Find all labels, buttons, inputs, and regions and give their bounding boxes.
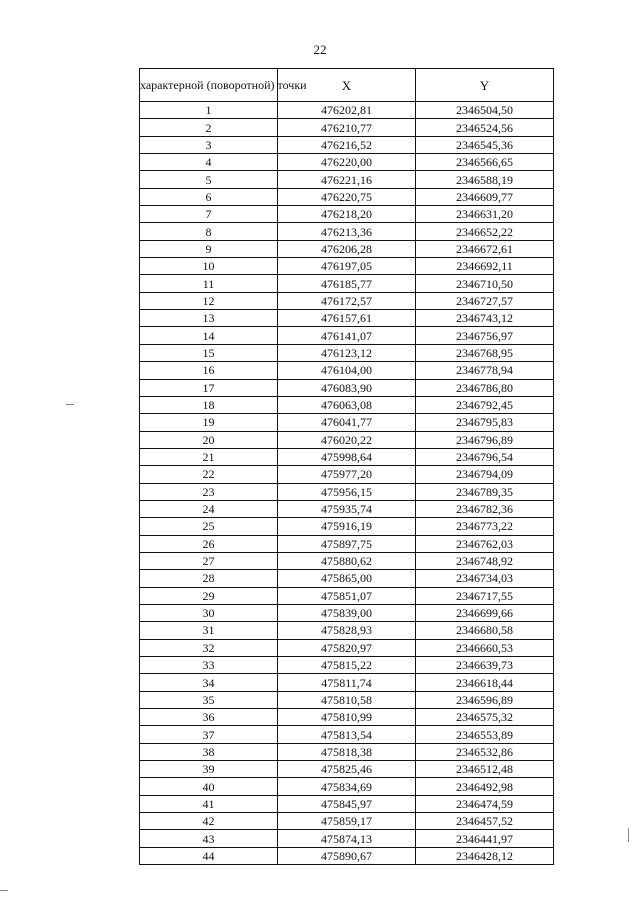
y-coordinate-cell: 2346795,83 xyxy=(416,414,554,431)
table-row xyxy=(140,761,554,778)
y-coordinate-cell: 2346566,65 xyxy=(416,154,554,171)
table-row xyxy=(140,240,554,257)
point-number-cell: 16 xyxy=(140,362,278,379)
x-coordinate-cell: 475834,69 xyxy=(278,778,416,795)
x-coordinate-cell: 475977,20 xyxy=(278,466,416,483)
y-coordinate-cell: 2346618,44 xyxy=(416,674,554,691)
y-coordinate-cell: 2346474,59 xyxy=(416,795,554,812)
table-row xyxy=(140,847,554,864)
x-coordinate-cell: 475874,13 xyxy=(278,830,416,847)
scan-mark-right xyxy=(628,828,629,842)
x-coordinate-cell: 475813,54 xyxy=(278,726,416,743)
y-coordinate-cell: 2346532,86 xyxy=(416,743,554,760)
y-coordinate-cell: 2346680,58 xyxy=(416,622,554,639)
y-coordinate-cell: 2346699,66 xyxy=(416,604,554,621)
table-row xyxy=(140,778,554,795)
point-number-cell: 20 xyxy=(140,431,278,448)
x-coordinate-cell: 476157,61 xyxy=(278,310,416,327)
table-row xyxy=(140,223,554,240)
point-number-cell: 25 xyxy=(140,518,278,535)
point-number-cell: 34 xyxy=(140,674,278,691)
point-number-cell: 35 xyxy=(140,691,278,708)
x-coordinate-cell: 475815,22 xyxy=(278,657,416,674)
table-row xyxy=(140,448,554,465)
y-coordinate-cell: 2346748,92 xyxy=(416,552,554,569)
point-number-cell: 33 xyxy=(140,657,278,674)
y-coordinate-cell: 2346727,57 xyxy=(416,292,554,309)
point-number-cell: 18 xyxy=(140,396,278,413)
table-header-row xyxy=(140,69,554,102)
point-number-cell: 23 xyxy=(140,483,278,500)
table-row xyxy=(140,292,554,309)
x-coordinate-cell: 475956,15 xyxy=(278,483,416,500)
table-row xyxy=(140,830,554,847)
point-number-cell: 13 xyxy=(140,310,278,327)
y-coordinate-cell: 2346773,22 xyxy=(416,518,554,535)
y-coordinate-cell: 2346762,03 xyxy=(416,535,554,552)
y-coordinate-cell: 2346734,03 xyxy=(416,570,554,587)
x-coordinate-cell: 476123,12 xyxy=(278,344,416,361)
y-coordinate-cell: 2346710,50 xyxy=(416,275,554,292)
y-coordinate-cell: 2346609,77 xyxy=(416,188,554,205)
x-coordinate-cell: 476083,90 xyxy=(278,379,416,396)
table-row xyxy=(140,552,554,569)
y-coordinate-cell: 2346545,36 xyxy=(416,136,554,153)
x-coordinate-cell: 475845,97 xyxy=(278,795,416,812)
point-number-cell: 44 xyxy=(140,847,278,864)
table-header xyxy=(140,69,554,102)
point-number-cell: 8 xyxy=(140,223,278,240)
table-row xyxy=(140,813,554,830)
x-coordinate-cell: 475880,62 xyxy=(278,552,416,569)
point-number-cell: 10 xyxy=(140,258,278,275)
table-row xyxy=(140,691,554,708)
x-coordinate-cell: 476202,81 xyxy=(278,102,416,119)
x-coordinate-cell: 475859,17 xyxy=(278,813,416,830)
y-coordinate-cell: 2346778,94 xyxy=(416,362,554,379)
x-coordinate-cell: 476141,07 xyxy=(278,327,416,344)
y-coordinate-cell: 2346768,95 xyxy=(416,344,554,361)
table-row xyxy=(140,119,554,136)
scan-mark-bottom-left xyxy=(0,890,8,891)
point-number-cell: 3 xyxy=(140,136,278,153)
table-row xyxy=(140,639,554,656)
y-coordinate-cell: 2346672,61 xyxy=(416,240,554,257)
x-coordinate-cell: 476221,16 xyxy=(278,171,416,188)
point-number-cell: 17 xyxy=(140,379,278,396)
y-coordinate-cell: 2346492,98 xyxy=(416,778,554,795)
table-row xyxy=(140,171,554,188)
table-row xyxy=(140,275,554,292)
table-row xyxy=(140,414,554,431)
y-coordinate-cell: 2346553,89 xyxy=(416,726,554,743)
y-coordinate-cell: 2346457,52 xyxy=(416,813,554,830)
point-number-cell: 24 xyxy=(140,500,278,517)
coordinates-table xyxy=(139,68,554,865)
point-number-cell: 22 xyxy=(140,466,278,483)
point-number-cell: 32 xyxy=(140,639,278,656)
header-x: X xyxy=(278,69,416,102)
table-row xyxy=(140,379,554,396)
x-coordinate-cell: 475818,38 xyxy=(278,743,416,760)
y-coordinate-cell: 2346512,48 xyxy=(416,761,554,778)
point-number-cell: 14 xyxy=(140,327,278,344)
x-coordinate-cell: 475890,67 xyxy=(278,847,416,864)
x-coordinate-cell: 475820,97 xyxy=(278,639,416,656)
y-coordinate-cell: 2346692,11 xyxy=(416,258,554,275)
table-row xyxy=(140,795,554,812)
point-number-cell: 21 xyxy=(140,448,278,465)
point-number-cell: 28 xyxy=(140,570,278,587)
x-coordinate-cell: 476041,77 xyxy=(278,414,416,431)
x-coordinate-cell: 475811,74 xyxy=(278,674,416,691)
y-coordinate-cell: 2346786,80 xyxy=(416,379,554,396)
header-y: Y xyxy=(416,69,554,102)
y-coordinate-cell: 2346596,89 xyxy=(416,691,554,708)
y-coordinate-cell: 2346575,32 xyxy=(416,709,554,726)
table-row xyxy=(140,483,554,500)
x-coordinate-cell: 475935,74 xyxy=(278,500,416,517)
x-coordinate-cell: 476020,22 xyxy=(278,431,416,448)
y-coordinate-cell: 2346639,73 xyxy=(416,657,554,674)
point-number-cell: 19 xyxy=(140,414,278,431)
point-number-cell: 2 xyxy=(140,119,278,136)
y-coordinate-cell: 2346652,22 xyxy=(416,223,554,240)
point-number-cell: 31 xyxy=(140,622,278,639)
table-row xyxy=(140,743,554,760)
table-row xyxy=(140,344,554,361)
y-coordinate-cell: 2346796,54 xyxy=(416,448,554,465)
page-number: 22 xyxy=(313,42,327,57)
table-row xyxy=(140,726,554,743)
y-coordinate-cell: 2346756,97 xyxy=(416,327,554,344)
y-coordinate-cell: 2346660,53 xyxy=(416,639,554,656)
point-number-cell: 38 xyxy=(140,743,278,760)
x-coordinate-cell: 476206,28 xyxy=(278,240,416,257)
x-coordinate-cell: 475897,75 xyxy=(278,535,416,552)
y-coordinate-cell: 2346504,50 xyxy=(416,102,554,119)
table-row xyxy=(140,570,554,587)
table-row xyxy=(140,466,554,483)
y-coordinate-cell: 2346782,36 xyxy=(416,500,554,517)
x-coordinate-cell: 476216,52 xyxy=(278,136,416,153)
point-number-cell: 26 xyxy=(140,535,278,552)
table-row xyxy=(140,310,554,327)
table-row xyxy=(140,258,554,275)
y-coordinate-cell: 2346792,45 xyxy=(416,396,554,413)
y-coordinate-cell: 2346428,12 xyxy=(416,847,554,864)
point-number-cell: 1 xyxy=(140,102,278,119)
table-row xyxy=(140,188,554,205)
table-row xyxy=(140,206,554,223)
point-number-cell: 37 xyxy=(140,726,278,743)
point-number-cell: 42 xyxy=(140,813,278,830)
point-number-cell: 40 xyxy=(140,778,278,795)
x-coordinate-cell: 476197,05 xyxy=(278,258,416,275)
point-number-cell: 6 xyxy=(140,188,278,205)
x-coordinate-cell: 475828,93 xyxy=(278,622,416,639)
table-row xyxy=(140,657,554,674)
point-number-cell: 4 xyxy=(140,154,278,171)
y-coordinate-cell: 2346743,12 xyxy=(416,310,554,327)
table-row xyxy=(140,154,554,171)
x-coordinate-cell: 475810,99 xyxy=(278,709,416,726)
point-number-cell: 39 xyxy=(140,761,278,778)
table-row xyxy=(140,604,554,621)
point-number-cell: 7 xyxy=(140,206,278,223)
point-number-cell: 41 xyxy=(140,795,278,812)
y-coordinate-cell: 2346524,56 xyxy=(416,119,554,136)
x-coordinate-cell: 475851,07 xyxy=(278,587,416,604)
table-row xyxy=(140,431,554,448)
x-coordinate-cell: 476104,00 xyxy=(278,362,416,379)
x-coordinate-cell: 476172,57 xyxy=(278,292,416,309)
table-row xyxy=(140,587,554,604)
y-coordinate-cell: 2346794,09 xyxy=(416,466,554,483)
x-coordinate-cell: 476213,36 xyxy=(278,223,416,240)
table-row xyxy=(140,136,554,153)
x-coordinate-cell: 476185,77 xyxy=(278,275,416,292)
x-coordinate-cell: 476210,77 xyxy=(278,119,416,136)
point-number-cell: 12 xyxy=(140,292,278,309)
x-coordinate-cell: 475825,46 xyxy=(278,761,416,778)
y-coordinate-cell: 2346789,35 xyxy=(416,483,554,500)
table-row xyxy=(140,362,554,379)
x-coordinate-cell: 475998,64 xyxy=(278,448,416,465)
table-row xyxy=(140,327,554,344)
y-coordinate-cell: 2346441,97 xyxy=(416,830,554,847)
point-number-cell: 36 xyxy=(140,709,278,726)
x-coordinate-cell: 476220,75 xyxy=(278,188,416,205)
point-number-cell: 29 xyxy=(140,587,278,604)
point-number-cell: 30 xyxy=(140,604,278,621)
table-row xyxy=(140,102,554,119)
x-coordinate-cell: 476063,08 xyxy=(278,396,416,413)
point-number-cell: 11 xyxy=(140,275,278,292)
y-coordinate-cell: 2346717,55 xyxy=(416,587,554,604)
table-row xyxy=(140,709,554,726)
table-row xyxy=(140,622,554,639)
point-number-cell: 5 xyxy=(140,171,278,188)
x-coordinate-cell: 475865,00 xyxy=(278,570,416,587)
x-coordinate-cell: 475916,19 xyxy=(278,518,416,535)
table-body xyxy=(140,102,554,865)
y-coordinate-cell: 2346631,20 xyxy=(416,206,554,223)
table-row xyxy=(140,500,554,517)
x-coordinate-cell: 475810,58 xyxy=(278,691,416,708)
table-row xyxy=(140,674,554,691)
header-point-label: характерной (поворотной) точки xyxy=(140,69,278,102)
point-number-cell: 43 xyxy=(140,830,278,847)
table-row xyxy=(140,518,554,535)
y-coordinate-cell: 2346796,89 xyxy=(416,431,554,448)
y-coordinate-cell: 2346588,19 xyxy=(416,171,554,188)
point-number-cell: 9 xyxy=(140,240,278,257)
x-coordinate-cell: 475839,00 xyxy=(278,604,416,621)
point-number-cell: 15 xyxy=(140,344,278,361)
table-row xyxy=(140,535,554,552)
x-coordinate-cell: 476218,20 xyxy=(278,206,416,223)
point-number-cell: 27 xyxy=(140,552,278,569)
scan-mark-left xyxy=(66,404,74,405)
table-row xyxy=(140,396,554,413)
x-coordinate-cell: 476220,00 xyxy=(278,154,416,171)
